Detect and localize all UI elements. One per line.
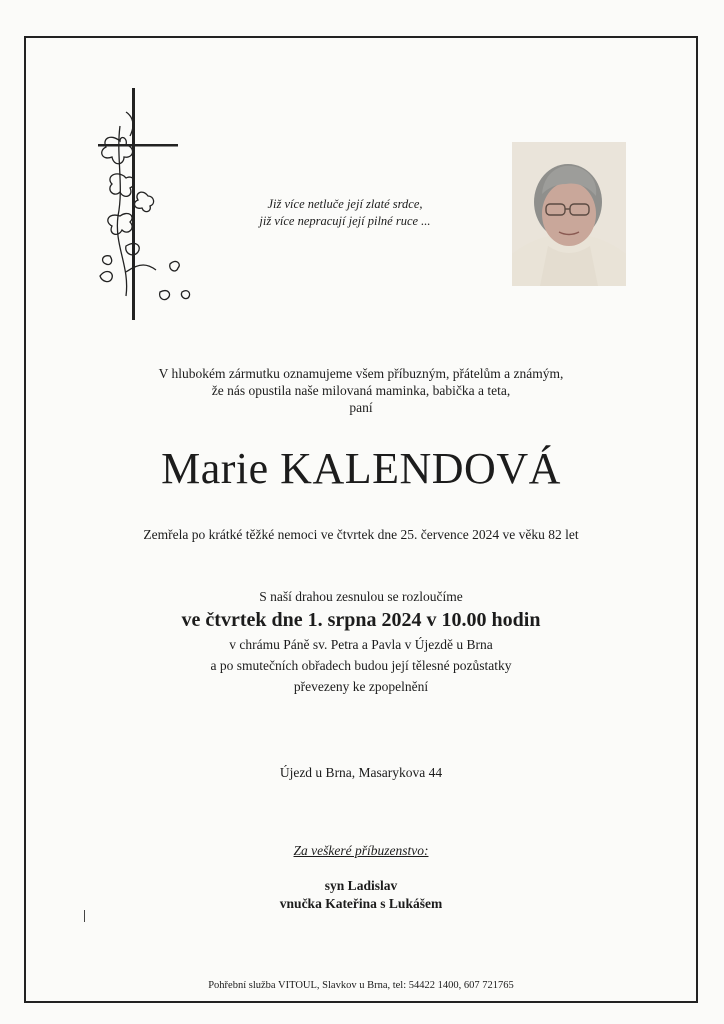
intro-line: paní <box>349 400 373 415</box>
family-members <box>24 877 698 913</box>
verse-line: již více nepracují její pilné ruce ... <box>259 214 431 228</box>
memorial-verse <box>200 196 490 230</box>
farewell-line: a po smutečních obřadech budou její tělesné pozůstatky <box>210 658 512 673</box>
deceased-name: Marie KALENDOVÁ <box>161 444 561 493</box>
farewell-line: převezeny ke zpopelnění <box>293 679 429 694</box>
death-notice: Zemřela po krátké těžké nemoci ve čtvrtek dne 25. července 2024 ve věku 82 let <box>143 527 579 542</box>
farewell-line: v chrámu Páně sv. Petra a Pavla v Újezdě u Brna <box>229 637 493 652</box>
address: Újezd u Brna, Masarykova 44 <box>279 765 443 780</box>
scan-mark <box>84 910 85 922</box>
farewell-block <box>24 588 698 697</box>
funeral-date: ve čtvrtek dne 1. srpna 2024 v 10.00 hodin <box>181 609 541 631</box>
verse-line: Již více netluče její zlaté srdce, <box>267 197 423 211</box>
family-member: syn Ladislav <box>324 878 398 893</box>
family-title: Za veškeré příbuzenstvo: <box>293 843 429 858</box>
portrait-photo <box>512 142 626 286</box>
cross-with-flowers-icon <box>90 86 208 322</box>
farewell-line: S naší drahou zesnulou se rozloučíme <box>259 589 463 604</box>
intro-line: V hlubokém zármutku oznamujeme všem příbuzným, přátelům a známým, <box>158 366 564 381</box>
announcement-intro <box>24 365 698 416</box>
intro-line: že nás opustila naše milovaná maminka, babička a teta, <box>211 383 511 398</box>
funeral-service-footer: Pohřební služba VITOUL, Slavkov u Brna, tel: 54422 1400, 607 721765 <box>208 980 514 991</box>
family-member: vnučka Kateřina s Lukášem <box>279 896 443 911</box>
